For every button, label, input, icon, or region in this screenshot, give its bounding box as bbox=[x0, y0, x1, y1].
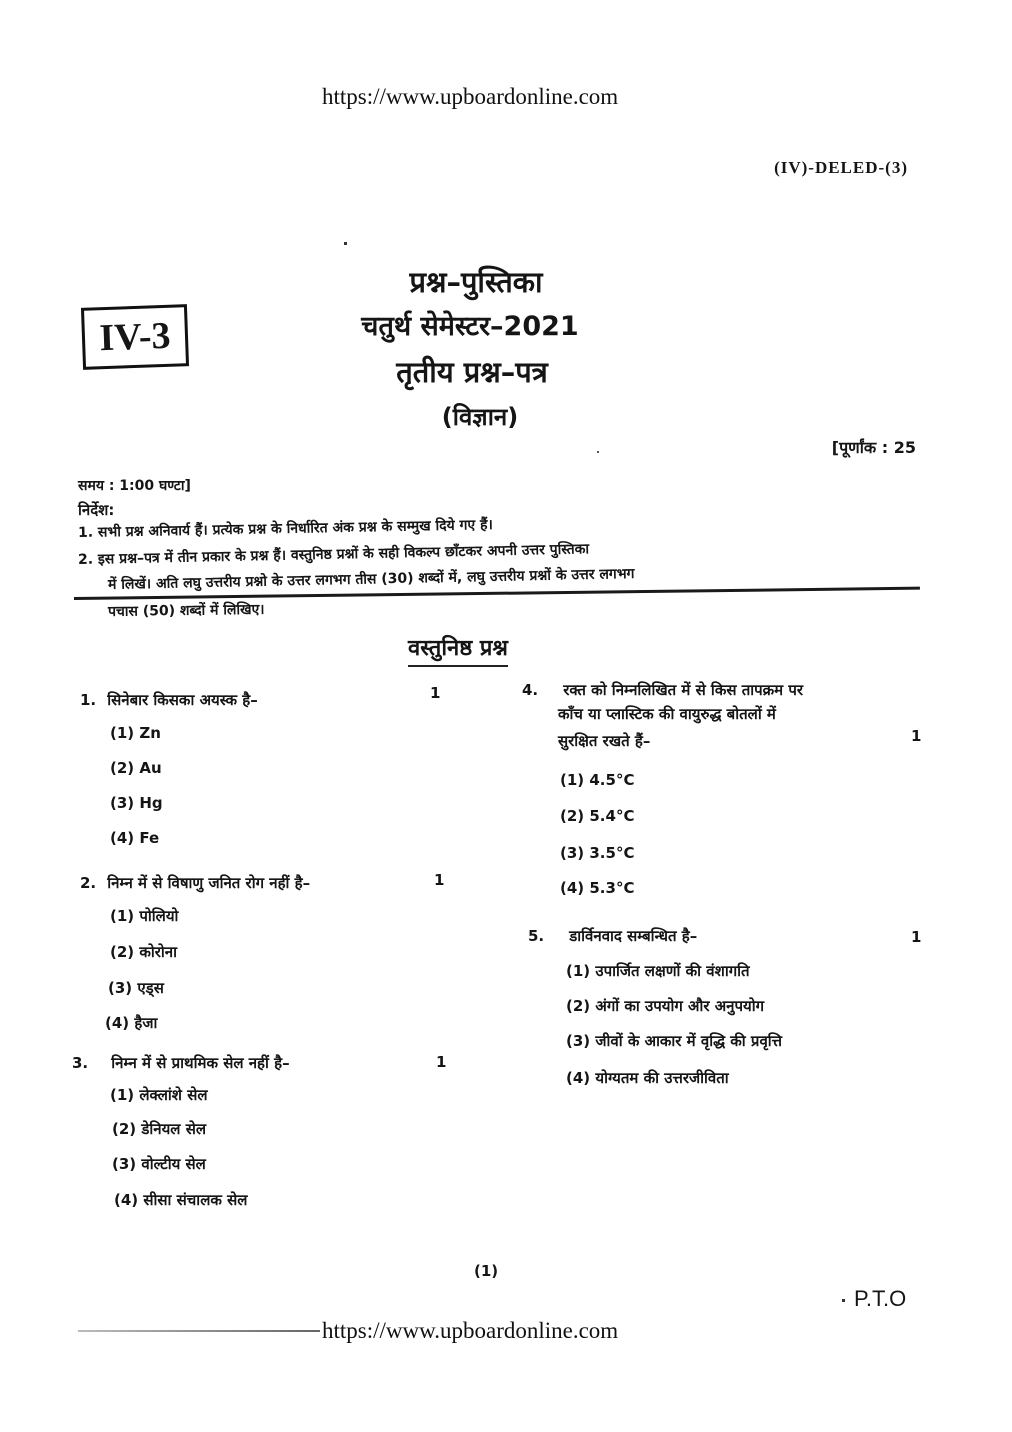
footer-rule bbox=[78, 1330, 320, 1332]
option: (4) हैजा bbox=[105, 1014, 158, 1032]
option: (1) पोलियो bbox=[110, 907, 179, 925]
option: (2) Au bbox=[110, 759, 162, 777]
pto-label: P.T.O bbox=[854, 1286, 907, 1311]
question-2 bbox=[80, 873, 310, 893]
instruction-2-end: पचास (50) शब्दों में लिखिए। bbox=[107, 601, 265, 620]
option: (4) सीसा संचालक सेल bbox=[114, 1191, 248, 1209]
page-number: (1) bbox=[474, 1262, 499, 1280]
instructions-heading: निर्देश: bbox=[78, 501, 115, 519]
option: (4) 5.3°C bbox=[560, 879, 635, 897]
question-4-line-2: काँच या प्लास्टिक की वायुरुद्ध बोतलों में bbox=[558, 705, 776, 723]
question-text: निम्न में से विषाणु जनित रोग नहीं है– bbox=[107, 874, 311, 892]
question-number: 4. bbox=[522, 681, 539, 699]
question-number: 5. bbox=[528, 927, 545, 945]
option: (2) कोरोना bbox=[110, 943, 178, 961]
speck bbox=[344, 242, 347, 245]
question-text: रक्त को निम्नलिखित में से किस तापक्रम पर bbox=[563, 681, 804, 699]
option: (3) एड्स bbox=[108, 979, 164, 997]
option: (1) लेक्लांशे सेल bbox=[110, 1086, 208, 1104]
section-title: वस्तुनिष्ठ प्रश्न bbox=[408, 632, 508, 667]
paper-code: (IV)-DELED-(3) bbox=[774, 158, 908, 177]
source-url-top[interactable]: https://www.upboardonline.com bbox=[322, 84, 619, 109]
instruction-2-cont: में लिखें। अति लघु उत्तरीय प्रश्नो के उत्तर लगभग तीस (30) शब्दों में, लघु उत्तरीय प्रश्नों के उत्तर लगभग bbox=[107, 565, 635, 593]
speck bbox=[597, 451, 599, 453]
semester-title: चतुर्थ सेमेस्टर–2021 bbox=[361, 311, 579, 342]
question-4-line-3: सुरक्षित रखते हैं– bbox=[558, 732, 651, 750]
option: (1) 4.5°C bbox=[560, 771, 635, 789]
option: (4) योग्यतम की उत्तरजीविता bbox=[566, 1069, 729, 1087]
option: (3) जीवों के आकार में वृद्धि की प्रवृत्ति bbox=[566, 1032, 783, 1050]
speck bbox=[842, 1299, 845, 1302]
question-1 bbox=[80, 690, 258, 710]
option: (1) उपार्जित लक्षणों की वंशागति bbox=[566, 962, 750, 980]
max-marks: [पूर्णांक : 25 bbox=[831, 438, 916, 457]
question-3 bbox=[72, 1053, 290, 1073]
question-text: निम्न में से प्राथमिक सेल नहीं है– bbox=[111, 1054, 290, 1072]
question-marks: 1 bbox=[430, 684, 441, 702]
question-number: 2. bbox=[80, 874, 97, 892]
question-text: डार्विनवाद सम्बन्धित है– bbox=[569, 927, 698, 945]
option: (2) डेनियल सेल bbox=[112, 1120, 207, 1138]
option: (3) 3.5°C bbox=[560, 844, 635, 862]
question-text: सिनेबार किसका अयस्क है– bbox=[107, 691, 258, 709]
option: (3) Hg bbox=[110, 794, 163, 812]
exam-time: समय : 1:00 घण्टा] bbox=[78, 478, 191, 494]
question-marks: 1 bbox=[911, 727, 922, 745]
question-5 bbox=[528, 926, 697, 946]
option: (1) Zn bbox=[110, 724, 161, 742]
paper-title: तृतीय प्रश्न–पत्र bbox=[396, 355, 548, 389]
option: (3) वोल्टीय सेल bbox=[112, 1155, 206, 1173]
question-number: 3. bbox=[72, 1054, 89, 1072]
instruction-1: 1. सभी प्रश्न अनिवार्य हैं। प्रत्येक प्रश्न के निर्धारित अंक प्रश्न के सम्मुख दिये गए हैं। bbox=[77, 517, 493, 541]
option: (2) अंगों का उपयोग और अनुपयोग bbox=[566, 997, 765, 1015]
source-url-bottom[interactable]: https://www.upboardonline.com bbox=[322, 1318, 619, 1343]
subject-title: (विज्ञान) bbox=[441, 403, 519, 431]
set-badge: IV-3 bbox=[81, 304, 189, 370]
option: (2) 5.4°C bbox=[560, 807, 635, 825]
question-marks: 1 bbox=[436, 1053, 447, 1071]
question-4 bbox=[522, 680, 803, 700]
instruction-2: 2. इस प्रश्न–पत्र में तीन प्रकार के प्रश्न हैं। वस्तुनिष्ठ प्रश्नों के सही विकल्प छाँटकर अपनी उत्तर पुस्तिका bbox=[77, 541, 590, 568]
question-marks: 1 bbox=[911, 928, 922, 946]
question-marks: 1 bbox=[434, 871, 445, 889]
question-number: 1. bbox=[80, 691, 97, 709]
booklet-title: प्रश्न–पुस्तिका bbox=[409, 265, 543, 299]
option: (4) Fe bbox=[110, 829, 160, 847]
